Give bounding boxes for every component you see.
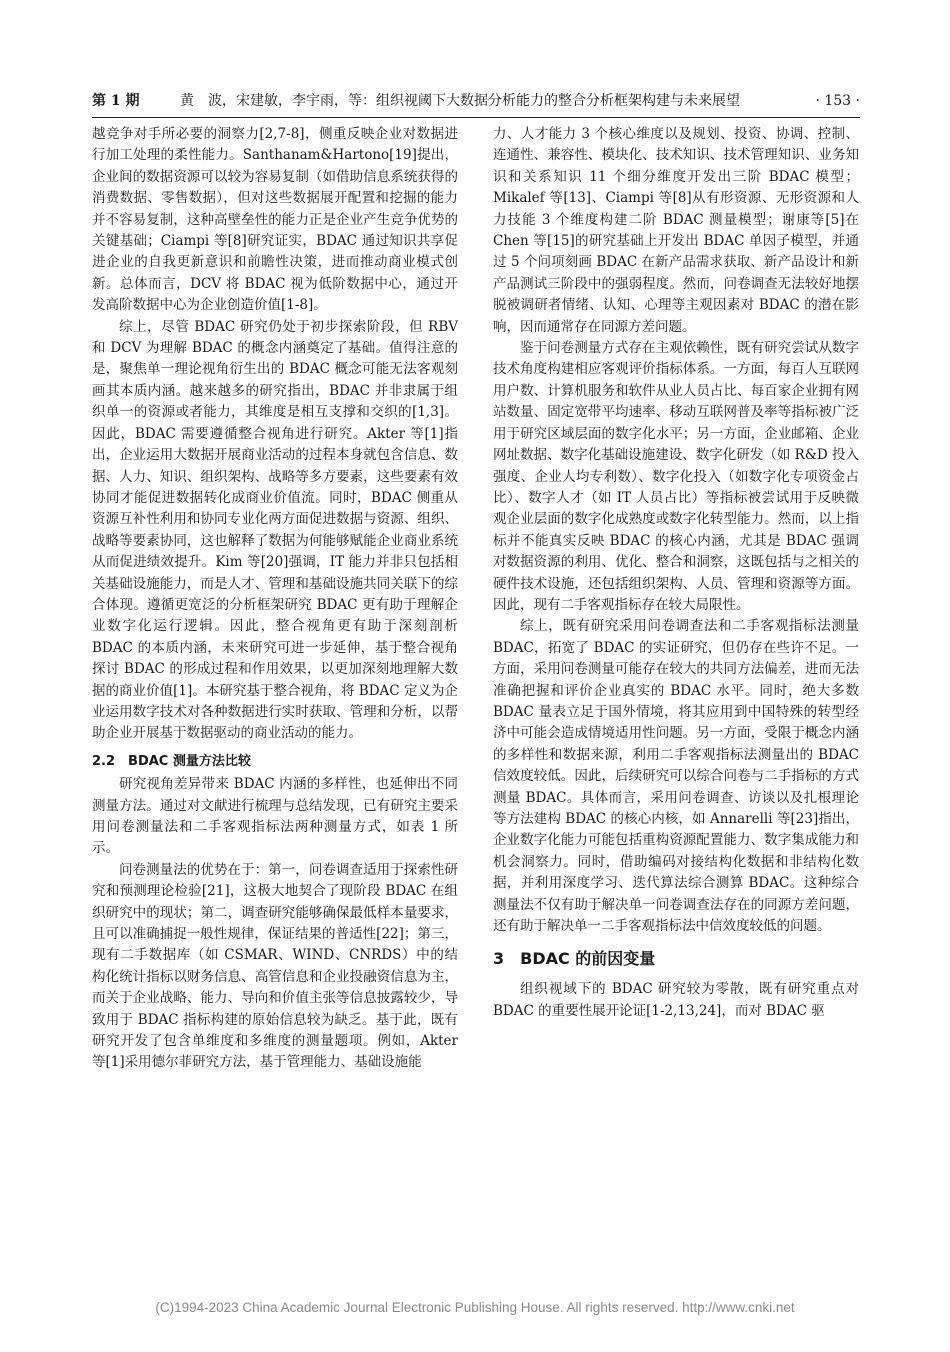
paragraph: 综上，既有研究采用问卷调查法和二手客观指标法测量 BDAC，拓宽了 BDAC 的实证研究，但仍存在些许不足。一方面，采用问卷测量可能存在较大的共同方法偏差，进而无法准确把握和评价企业真实的 BDAC 水平。同时，绝大多数 BDAC 量表立足于国外情境，将其应用到中国特殊的转型经济中可能会造成情境适用性问题。另一方面，受限于概念内涵的多样性和数据来源，利用二手客观指标法测量出的 BDAC 信效度较低。因此，后续研究可以综合问卷与二手指标的方式测量 BDAC。具体而言，采用问卷调查、访谈以及扎根理论等方法建构 BDAC 的核心内核，如 Annarelli 等[23]指出，企业数字化能力可能包括重构资源配置能力、数字集成能力和机会洞察力。同时，借助编码对接结构化数据和非结构化数据，并利用深度学习、迭代算法综合测算 BDAC。这种综合测量法不仅有助于解决单一问卷调查法存在的同源方差问题，还有助于解决单一二手客观指标法中信效度较低的问题。	[493, 618, 859, 935]
header-divider	[92, 117, 860, 118]
running-header	[92, 84, 860, 116]
section-heading-2-2: 2.2 BDAC 测量方法比较	[92, 753, 251, 769]
section-heading-3: 3 BDAC 的前因变量	[493, 949, 656, 969]
right-column	[493, 124, 859, 1022]
paragraph: 综上，尽管 BDAC 研究仍处于初步探索阶段，但 RBV 和 DCV 为理解 BDAC 的概念内涵奠定了基础。值得注意的是，聚焦单一理论视角衍生出的 BDAC 概念可能无法客观刻画其本质内涵。越来越多的研究指出，BDAC 并非隶属于组织单一的资源或者能力，其维度是相互支撑和交织的[1,3]。因此，BDAC 需要遵循整合视角进行研究。Akter 等[1]指出，企业运用大数据开展商业活动的过程本身就包含信息、数据、人力、知识、组织架构、战略等多方要素，这些要素有效协同才能促进数据转化成商业价值流。同时，BDAC 侧重从资源互补性利用和协同专业化两方面促进数据与资源、组织、战略等要素协同，这也解释了数据为何能够赋能企业商业系统从而促进绩效提升。Kim 等[20]强调，IT 能力并非只包括相关基础设施能力，而是人才、管理和基础设施共同关联下的综合体现。遵循更宽泛的分析框架研究 BDAC 更有助于理解企业数字化运行逻辑。因此，整合视角更有助于深刻剖析 BDAC 的本质内涵，未来研究可进一步延伸，基于整合视角探讨 BDAC 的形成过程和作用效果，以更加深刻地理解大数据的商业价值[1]。本研究基于整合视角，将 BDAC 定义为企业运用数字技术对各种数据进行实时获取、管理和分析，以帮助企业开展基于数据驱动的商业活动的能力。	[92, 318, 458, 742]
paragraph: 问卷测量法的优势在于：第一，问卷调查适用于探索性研究和预测理论检验[21]，这极大地契合了现阶段 BDAC 在组织研究中的现状；第二，调查研究能够确保最低样本量要求，且可以准确捕捉一般性规律，保证结果的普适性[22]；第三，现有二手数据库（如 CSMAR、WIND、CNRDS）中的结构化统计指标以财务信息、高管信息和企业投融资信息为主，而关于企业战略、能力、导向和价值主张等信息披露较少，导致用于 BDAC 指标构建的原始信息较为缺乏。基于此，既有研究开发了包含单维度和多维度的测量题项。例如，Akter 等[1]采用德尔菲研究方法，基于管理能力、基础设施能	[92, 861, 458, 1071]
issue-number: 第 1 期	[92, 93, 140, 109]
paragraph: 力、人才能力 3 个核心维度以及规划、投资、协调、控制、连通性、兼容性、模块化、技术知识、技术管理知识、业务知识和关系知识 11 个细分维度开发出三阶 BDAC 模型；Mikalef 等[13]、Ciampi 等[8]从有形资源、无形资源和人力技能 3 个维度构建二阶 BDAC 测量模型；谢康等[5]在 Chen 等[15]的研究基础上开发出 BDAC 单因子模型，并通过 5 个问项刻画 BDAC 在新产品需求获取、新产品设计和新产品测试三阶段中的强弱程度。然而，问卷调查无法较好地摆脱被调研者情绪、认知、心理等主观因素对 BDAC 的潜在影响，因而通常存在同源方差问题。	[493, 126, 859, 335]
running-title: 黄 波，宋建敏，李宇雨，等：组织视阈下大数据分析能力的整合分析框架构建与未来展望	[180, 93, 740, 109]
paragraph: 越竞争对手所必要的洞察力[2,7-8]，侧重反映企业对数据进行加工处理的柔性能力。Santhanam&Hartono[19]提出，企业间的数据资源可以较为容易复制（如借助信息系统获得的消费数据、零售数据），但对这些数据展开配置和挖掘的能力并不容易复制，这种高壁垒性的能力正是企业产生竞争优势的关键基础；Ciampi 等[8]研究证实，BDAC 通过知识共享促进企业的自我更新意识和前瞻性决策，进而推动商业模式创新。总体而言，DCV 将 BDAC 视为低阶数据中心，通过开发高阶数据中心为企业创造价值[1-8]。	[92, 126, 458, 314]
page-number: · 153 ·	[815, 93, 860, 109]
paragraph: 研究视角差异带来 BDAC 内涵的多样性，也延伸出不同测量方法。通过对文献进行梳理与总结发现，已有研究主要采用问卷测量法和二手客观指标法两种测量方式，如表 1 所示。	[92, 776, 458, 857]
paragraph: 组织视域下的 BDAC 研究较为零散，既有研究重点对 BDAC 的重要性展开论证[1-2,13,24]，而对 BDAC 驱	[493, 981, 859, 1019]
left-column	[92, 124, 458, 1074]
paragraph: 鉴于问卷测量方式存在主观依赖性，既有研究尝试从数字技术角度构建相应客观评价指标体系。一方面，每百人互联网用户数、计算机服务和软件从业人员占比、每百家企业拥有网站数量、固定宽带平均速率、移动互联网普及率等指标被广泛用于研究区域层面的数字化水平；另一方面，企业邮箱、企业网址数据、数字化基础设施建设、数字化研发（如 R&D 投入强度、企业人均专利数）、数字化投入（如数字化专项资金占比）、数字人才（如 IT 人员占比）等指标被尝试用于反映微观企业层面的数字化成熟度或数字化转型能力。然而，以上指标并不能真实反映 BDAC 的核心内涵，尤其是 BDAC 强调对数据资源的利用、优化、整合和洞察，这既包括与之相关的硬件技术设施，还包括组织架构、人员、管理和资源等方面。因此，现有二手客观指标存在较大局限性。	[493, 340, 859, 613]
copyright-footer: (C)1994-2023 China Academic Journal Electronic Publishing House. All rights reserved. http://www.cnki.net	[155, 1300, 795, 1315]
